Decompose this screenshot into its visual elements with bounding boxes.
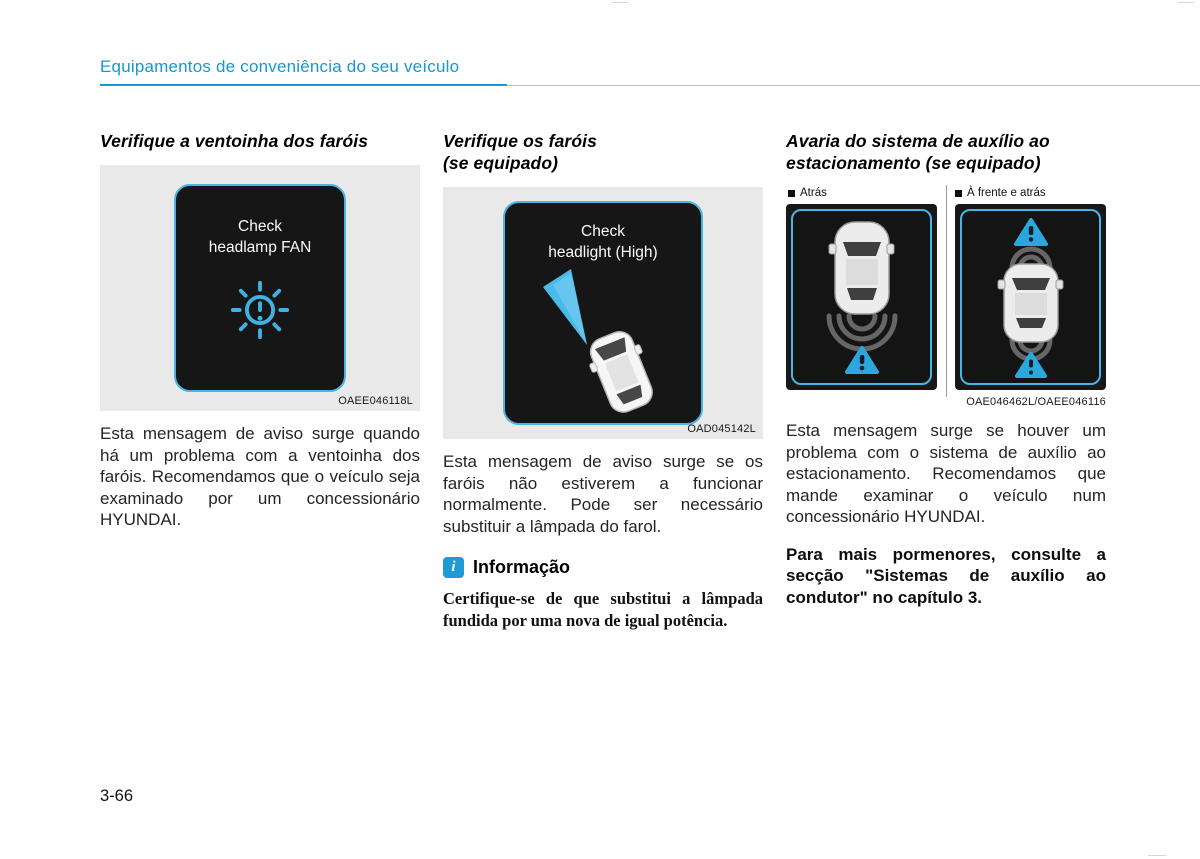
image-code: OAD045142L — [687, 423, 756, 435]
display-message-line1: Check — [238, 218, 282, 235]
information-note — [443, 557, 763, 632]
heading-line1: Avaria do sistema de auxílio ao — [786, 131, 1050, 151]
headlamp-warning-icon — [228, 278, 292, 347]
rear-sensor-display — [786, 204, 937, 390]
information-header — [443, 557, 763, 578]
car-highbeam-illustration — [523, 263, 683, 420]
heading-line2: estacionamento (se equipado) — [786, 153, 1041, 173]
section-header: Equipamentos de conveniência do seu veículo — [100, 57, 460, 76]
crop-mark — [612, 2, 628, 3]
label-front-rear-text: À frente e atrás — [967, 187, 1046, 199]
cluster-warning-display — [503, 201, 703, 425]
parking-assist-figure — [786, 187, 1106, 408]
warning-triangle-icon — [847, 348, 877, 372]
heading-line: Verifique a ventoinha dos faróis — [100, 131, 369, 151]
image-code: OAEE046118L — [338, 395, 413, 407]
heading-line1: Verifique os faróis — [443, 131, 597, 151]
display-message-line2: headlamp FAN — [208, 239, 312, 256]
black-square-icon — [955, 190, 962, 197]
headlight-figure — [443, 187, 763, 439]
front-rear-sensor-screen — [960, 209, 1101, 385]
column-heading — [443, 130, 763, 174]
header-underline — [100, 84, 507, 86]
column-headlamp-fan — [100, 130, 420, 632]
column-parking-assist — [786, 130, 1106, 632]
info-icon: i — [443, 557, 464, 578]
display-message — [548, 221, 657, 263]
column-heading — [786, 130, 1106, 174]
content-columns — [100, 130, 1108, 632]
page-number: 3-66 — [100, 787, 134, 805]
information-title: Informação — [473, 557, 571, 577]
image-code: OAE046462L/OAEE046116 — [966, 396, 1106, 408]
display-message-line2: headlight (High) — [548, 244, 658, 261]
black-square-icon — [788, 190, 795, 197]
display-message-line1: Check — [581, 223, 625, 240]
label-rear — [786, 187, 946, 199]
label-front-rear — [946, 187, 1106, 199]
information-text: Certifique-se de que substitui a lâmpada fundida por uma nova de igual potência. — [443, 589, 763, 630]
cluster-warning-display — [174, 184, 346, 392]
body-paragraph: Esta mensagem surge se houver um problema com o sistema de auxílio ao estacionamento. Recomendamos que mande examinar o veículo num concessionário HYUNDAI. — [786, 421, 1106, 526]
crop-mark — [1178, 2, 1194, 3]
body-paragraph: Esta mensagem de aviso surge se os faróis não estiverem a funcionar normalmente. Pode ser necessário substituir a lâmpada do farol. — [443, 452, 763, 536]
front-rear-sensor-display — [955, 204, 1106, 390]
warning-triangle-icon — [1016, 220, 1046, 244]
cross-reference-note: Para mais pormenores, consulte a secção "Sistemas de auxílio ao condutor" no capítulo 3. — [786, 544, 1106, 607]
heading-line2: (se equipado) — [443, 153, 559, 173]
column-headlight — [443, 130, 763, 632]
crop-mark — [1148, 855, 1166, 856]
panel-divider — [946, 185, 947, 397]
headlamp-fan-figure — [100, 165, 420, 411]
body-paragraph: Esta mensagem de aviso surge quando há um problema com a ventoinha dos faróis. Recomendamos que o veículo seja examinado por um concessionário HYUNDAI. — [100, 424, 420, 529]
column-heading — [100, 130, 420, 152]
display-message — [209, 216, 312, 258]
rear-sensor-screen — [791, 209, 932, 385]
label-rear-text: Atrás — [800, 187, 827, 199]
